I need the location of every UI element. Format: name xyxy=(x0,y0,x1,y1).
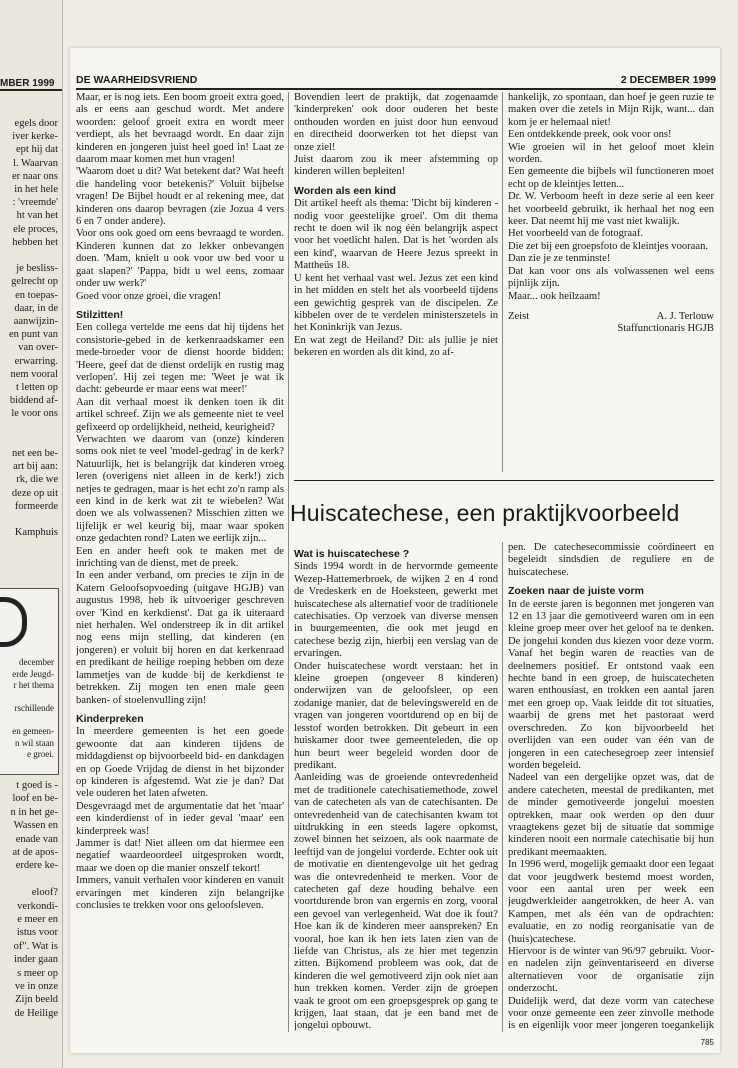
publication-title: DE WAARHEIDSVRIEND xyxy=(76,74,198,86)
paragraph: Onder huiscatechese wordt verstaan: het in kleine groepen (ongeveer 8 kinderen) onderwijzen van de geloofsleer, op een zodanige manier, dat de belevingswereld en de vragen van jongeren voortdurend op en bij de lesstof worden betrokken. Dit gebeurt in een huiskamer door twee gemeenteleden, die op hun beurt weer begeleid worden door de predikant. xyxy=(294,660,498,771)
previous-page-text-fragment: enade van xyxy=(15,833,58,845)
paragraph: In 1996 werd, mogelijk gemaakt door een legaat dat voor jeugdwerk bestemd moest worden, voor een aantal uren per week een jeugdwerkleider aangetrokken, de heer A. van Kampen, met als één van de opdrachten: evaluatie, en zo nodig reorganisatie van de (huis)catechese. xyxy=(508,859,714,945)
previous-page-text-fragment: of". Wat is xyxy=(13,940,58,952)
paragraph: Maar... ook heilzaam! xyxy=(508,290,601,302)
paragraph: Verwachten we daarom van (onze) kinderen soms ook niet te veel 'model-gedrag' in de kerk? Natuurlijk, het is belangrijk dat kinderen vroeg leren (overigens niet alleen in de kerk!) zich netjes te gedragen, maar is het echt zo'n ramp als een kind in de kerk wat zit te wiebelen? Wat doen we als volwassenen? Misschien zitten we lijfelijk er wel keurig bij, maar waar spoken onze gedachten rond? Laten we eerlijk zijn... xyxy=(76,433,284,545)
previous-page-text-fragment: art bij aan: xyxy=(13,461,58,473)
author-title: Staffunctionaris HGJB xyxy=(617,323,714,335)
previous-page-text-fragment: de Heilige xyxy=(14,1007,58,1019)
previous-page-text-fragment: : 'vreemde' xyxy=(12,197,58,209)
paragraph: Een en ander heeft ook te maken met de inrichting van de dienst, met de preek. xyxy=(76,545,284,570)
paragraph: Maar, er is nog iets. Een boom groeit extra goed, als er eens aan geschud wordt. Met andere woorden: geloof groeit extra en wordt meer verdiept, als het bevraagd wordt. En daar zijn kinderen en jongeren juist heel goed in! Laat ze daarom maar komen met hun vragen! xyxy=(76,92,284,166)
previous-page-header: MBER 1999 xyxy=(0,78,62,91)
paragraph: Dat kan voor ons als volwassenen wel eens pijnlijk zijn. xyxy=(508,265,714,290)
previous-page-text-fragment: ht van het xyxy=(16,210,58,222)
paragraph: Wie groeien wil in het geloof moet klein worden. xyxy=(508,141,714,166)
issue-date: 2 DECEMBER 1999 xyxy=(620,74,716,86)
running-head xyxy=(76,74,716,90)
logo-fragment xyxy=(0,597,27,647)
previous-page-text-fragment: le voor ons xyxy=(11,408,58,420)
column-rule xyxy=(502,542,503,1032)
previous-page-text-fragment: hebben het xyxy=(12,236,58,248)
previous-page-text-fragment: je besliss- xyxy=(16,263,58,275)
previous-page-text-fragment: ele proces, xyxy=(13,223,58,235)
previous-page-text-fragment: december xyxy=(19,657,54,667)
previous-page-text-fragment: iver kerke- xyxy=(12,131,58,143)
previous-page-text-fragment: n in het ge- xyxy=(10,806,58,818)
previous-page-text-fragment: rk, die we xyxy=(16,474,58,486)
previous-page-text-fragment: daar, in de xyxy=(14,302,58,314)
previous-page-text-fragment: nem vooral xyxy=(10,368,58,380)
author-signature xyxy=(508,311,714,336)
previous-page-text-fragment: biddend af- xyxy=(9,395,58,407)
previous-page-text-fragment: erde Jeugd- xyxy=(12,668,54,679)
article2-column-1 xyxy=(294,542,498,1032)
previous-page-text-fragment: net een be- xyxy=(11,448,58,459)
section-rule xyxy=(294,480,714,481)
paragraph: Een ontdekkende preek, ook voor ons! xyxy=(508,129,672,141)
previous-page-text-fragment: verkondi- xyxy=(17,900,58,912)
article2-column-2 xyxy=(508,542,714,1032)
previous-page-text-fragment: Zijn beeld xyxy=(15,994,58,1006)
previous-page-text-fragment: Wassen en xyxy=(13,820,58,832)
previous-page-text-fragment: en punt van xyxy=(9,329,58,341)
paragraph: In een ander verband, om precies te zijn in de Katern Geloofsopvoeding (uitgave HGJB) van augustus 1998, heb ik uitvoeriger geschreven over 'Kind en kerkdienst'. Dat ga ik uiteraard niet herhalen. Wel onderstreep ik in dit artikel nog eens mijn stelling, dat kinderen (en jongeren) er voluit bij horen en dat kerkenraad en predikant de heilige roeping hebben om deze lammetjes van de kudde bij de kerkdienst te betrekken. Zij mogen ten enen male geen banken- of stoelenvulling zijn! xyxy=(76,570,284,706)
previous-page-text-fragment: s meer op xyxy=(17,967,58,979)
paragraph: Duidelijk werd, dat deze vorm van catechese voor onze gemeente een zeer zinvolle methode is en eigenlijk voor meer jongeren toegankelijk xyxy=(508,995,714,1032)
article-headline: Huiscatechese, een praktijkvoorbeeld xyxy=(290,500,680,526)
previous-page-text-fragment: at de apos- xyxy=(12,847,58,858)
subheading: Worden als een kind xyxy=(294,184,396,197)
previous-page-text-fragment: Kamphuis xyxy=(14,527,58,539)
previous-page-text-fragment: e meer en xyxy=(17,914,58,925)
previous-page-text-fragment: loof en be- xyxy=(12,793,58,805)
previous-page-text-fragment: aanwijzin- xyxy=(13,316,58,327)
previous-page-text-fragment: n wil staan xyxy=(15,737,54,748)
paragraph: Een gemeente die bijbels wil functioneren moet echt op de kleintjes letten... xyxy=(508,166,714,190)
paragraph: Jammer is dat! Niet alleen om dat hiermee een negatief waardeoordeel uitgesproken wordt, maar we doen op die manier onszelf tekort! xyxy=(76,837,284,874)
previous-page-text-fragment: inder gaan xyxy=(13,954,58,966)
paragraph: Immers, vanuit verhalen voor kinderen en vanuit ervaringen met kinderen zijn belangrijke conclusies te trekken voor ons geloofsleven. xyxy=(76,875,284,911)
previous-page-text-fragment: formeerde xyxy=(14,500,58,512)
previous-page-text-fragment: t goed is - xyxy=(16,780,58,791)
previous-page-text-fragment: egels door xyxy=(14,118,58,129)
paragraph: pen. De catechesecommissie coördineert en begeleidt sindsdien de reguliere en de huiscatechese. xyxy=(508,542,714,578)
previous-page-text-fragment: eloof? xyxy=(31,887,58,899)
paragraph: Aanleiding was de groeiende ontevredenheid met de traditionele catechisatiemethode, zowel van de catecheten als van de catechisanten. De ontevredenheid van de catechisanten kwam tot uitdrukking in een steeds lagere opkomst, zowel binnen het seizoen, als ook naarmate de leeftijd van de jongelui vorderde. Echter ook uit de motivatie en dientengevolge uit het gedrag was die ontevredenheid te merken. Voor de catecheten gaf deze houding behalve een voortdurende bron van ergernis en zorg, vooral een gevoel van verlegenheid. Wat doe ik fout? Hoe kan ik de kinderen meer aanspreken? En vooral, hoe kan ik hen iets laten zien van de liefde van Christus, als ze hier met tegenzin zitten. Bijkomend probleem was ook, dat de kinderen die wel gemotiveerd zijn ook niet aan hun trekken komen. Verder zijn de groepen vaak te groot om een groepsgesprek op gang te krijgen, laat staan, dat je een band met de jongelui opbouwt. xyxy=(294,772,498,1032)
paragraph: Nadeel van een dergelijke opzet was, dat de andere catecheten, meestal de predikanten, met de minder gemotiveerde jongelui moesten optrekken, maar ook werden op den duur vraagtekens gezet bij de situatie dat sommige kinderen nooit een normale catechisatie bij hun predikant meemaakten. xyxy=(508,772,714,858)
subheading: Wat is huiscatechese ? xyxy=(294,548,410,560)
column-rule xyxy=(502,92,503,472)
subheading: Zoeken naar de juiste vorm xyxy=(508,585,644,598)
paragraph: Voor ons ook goed om eens bevraagd te worden. Kinderen kunnen dat zo lekker onbevangen doen. 'Mam, knielt u ook voor uw bed voor u gaat slapen?' 'Pappa, bidt u wel eens, zomaar onder uw werk?' xyxy=(76,228,284,290)
paragraph: In meerdere gemeenten is het een goede gewoonte dat aan kinderen tijdens de middagdienst op bijvoorbeeld bid- en dankdagen en op Goede Vrijdag de dienst in het bijzonder op kinderen is afgestemd. Wat zie je dan? Dat vele ouderen het laten afweten. xyxy=(76,726,284,800)
article-column-1 xyxy=(76,92,284,1032)
page-number: 785 xyxy=(700,1038,714,1047)
paragraph: Dr. W. Verboom heeft in deze serie al een keer het voorbeeld gebruikt, ik herhaal het nog een keer. Dat neemt hij me vast niet kwalijk. xyxy=(508,191,714,228)
paragraph: Sinds 1994 wordt in de hervormde gemeente Wezep-Hattemerbroek, de wijken 2 en 4 rond de Vredeskerk en de Hoeksteen, gewerkt met huiscatechese als alternatief voor de traditionele catechisaties. Op verzoek van diverse mensen in buurgemeenten, die ook met jeugd en catechese bezig zijn, hierbij een verslag van de ervaringen. xyxy=(294,561,498,660)
subheading: Stilzitten! xyxy=(76,308,124,321)
previous-page-text-fragment: erdere ke- xyxy=(15,860,58,872)
previous-page-text-fragment: istus voor xyxy=(16,927,58,939)
previous-page-text-fragment: ept hij dat xyxy=(16,144,58,156)
previous-page-text-fragment: en toepas- xyxy=(15,289,58,301)
previous-page-text-fragment: er naar ons xyxy=(11,170,58,182)
paragraph: Bovendien leert de praktijk, dat zogenaamde 'kinderpreken' ook door ouderen het beste onthouden worden en juist door hun eenvoud en directheid doorwerken tot het diepst van onze ziel! xyxy=(294,92,498,153)
previous-page-text-fragment: in het hele xyxy=(14,184,58,195)
signature-place: Zeist xyxy=(508,310,530,322)
column-rule xyxy=(288,92,289,1032)
previous-page-text-fragment: t letten op xyxy=(16,382,58,393)
paragraph: Aan dit verhaal moest ik denken toen ik dit artikel schreef. Zijn we als gemeente niet te veel gefixeerd op ordelijkheid, netheid, keurigheid? xyxy=(76,396,284,433)
magazine-page xyxy=(70,48,720,1053)
previous-page-text-fragment: van over- xyxy=(18,342,58,354)
previous-page-text-fragment: e groei. xyxy=(27,749,54,759)
paragraph: U kent het verhaal vast wel. Jezus zet een kind in het midden en stelt het als voorbeeld tijdens een gewichtig gesprek van de discipelen. Ze kibbelen over de te verdelen ministerszetels in het Koninkrijk van Jezus. xyxy=(294,272,498,334)
paragraph: hankelijk, zo spontaan, dan hoef je geen ruzie te maken over die zetels in Mijn Rijk, want... dan kom je er helemaal niet! xyxy=(508,92,714,128)
previous-page-text-fragment: gelrecht op xyxy=(11,276,58,288)
previous-page-text-fragment: l. Waarvan xyxy=(12,157,58,169)
paragraph: Die zet bij een groepsfoto de kleintjes vooraan. xyxy=(508,240,709,252)
previous-page-text-fragment: erwarring. xyxy=(14,355,58,367)
paragraph: Hiervoor is de winter van 96/97 gebruikt. Voor- en nadelen zijn geïnventariseerd en diverse alternatieven voor de organisatie zijn onderzocht. xyxy=(508,946,714,995)
paragraph: En wat zegt de Heiland? Dit: als jullie je niet bekeren en worden als dit kind, zo af- xyxy=(294,334,498,359)
paragraph: Dan zie je ze tenminste! xyxy=(508,253,611,265)
paragraph: Een collega vertelde me eens dat hij tijdens het consistorie-gebed in de kerkenraadskamer een mede-broeder voor de dienst hoorde bidden: 'Heere, geef dat de dienst ordelijk en rustig mag verlopen'. Hij zei tegen me: 'Weet je wat ik dacht: gebeurde er maar eens wat meer!' xyxy=(76,322,284,396)
previous-page-text-fragment: ve in onze xyxy=(14,981,58,992)
article-column-2 xyxy=(294,92,498,472)
previous-page-box xyxy=(0,588,59,775)
previous-page-text-fragment: rschillende xyxy=(14,703,54,713)
previous-page-text-fragment: r het thema xyxy=(13,680,54,690)
previous-page-text-fragment: deze op uit xyxy=(11,487,58,499)
paragraph: Juist daarom zou ik meer afstemming op kinderen willen bepleiten! xyxy=(294,154,498,178)
author-name: A. J. Terlouw xyxy=(656,310,714,322)
previous-page-edge xyxy=(0,0,63,1068)
previous-page-text-fragment: en gemeen- xyxy=(12,726,54,736)
article-column-3 xyxy=(508,92,714,472)
paragraph: Desgevraagd met de argumentatie dat het 'maar' een kinderdienst of in ieder geval 'maar' een kinderpreek was! xyxy=(76,800,284,837)
paragraph: In de eerste jaren is begonnen met jongeren van 12 en 13 jaar die gemotiveerd waren om in een kleine groep meer over het geloof na te denken. De jongelui konden dus kiezen voor deze vorm. Vanaf het begin waren de reacties van de deelnemers positief. Er ontstond vaak een hechte band in een groep, de huiscatecheten waren enthousiast, en trokken een aantal jaren met een groep op. Vaak leidde dit tot situaties, waarbij de grens met het pastoraat werd overschreden. Zo kon bijvoorbeeld het overlijden van een ouder van één van de jongeren in een catechesegroep zeer intensief worden begeleid. xyxy=(508,598,714,771)
paragraph: 'Waarom doet u dit? Wat betekent dat? Wat heeft die handeling voor betekenis?' Voluit bijbelse vragen! De Bijbel houdt er al rekening mee, dat kinderen ons daarop bevragen (zie Jozua 4 vers 6 en 7 onder andere). xyxy=(76,166,284,228)
paragraph: Dit artikel heeft als thema: 'Dicht bij kinderen - nodig voor geestelijke groei'. Om dit thema recht te doen wil ik nog één belangrijk aspect voor het voetlicht halen. Dat is het 'worden als een kind', waarvan de Heere Jezus spreekt in Mattheüs 18. xyxy=(294,198,498,272)
paragraph: Goed voor onze groei, die vragen! xyxy=(76,290,222,302)
paragraph: Het voorbeeld van de fotograaf. xyxy=(508,228,644,240)
subheading: Kinderpreken xyxy=(76,712,144,725)
